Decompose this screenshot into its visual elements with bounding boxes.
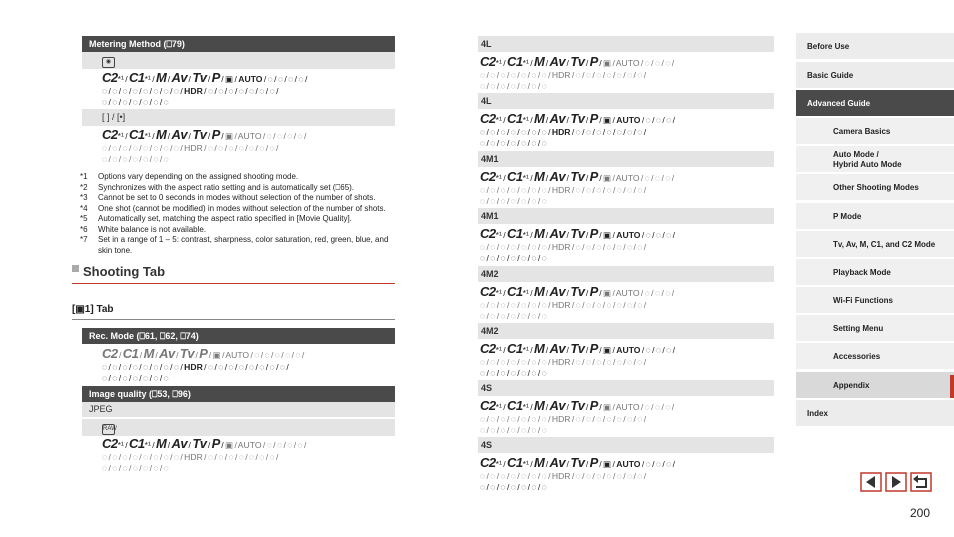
quality-modes-4: C2*¹ / C1*¹ / M / Av / Tv / P / ▣ / AUTO / ◌ / ◌ / ◌ / ◌ / ◌ / ◌ / ◌ / ◌ / ◌ / ◌ / HDR / ◌ / ◌ / ◌ / ◌ / ◌ / ◌ / ◌ / ◌ / ◌ / ◌ / ◌ / ◌ / ◌ / ◌ [480, 226, 676, 264]
metering-evaluative-row [82, 52, 395, 69]
nav-camera-basics[interactable]: Camera Basics [796, 118, 954, 145]
quality-row-2: 4L [478, 93, 774, 109]
modes-block-raw: C2*¹ / C1*¹ / M / Av / Tv / P / ▣ / AUTO / ◌ / ◌ / ◌ / ◌ / ◌ / ◌ / ◌ / ◌ / ◌ / ◌ / ◌ / ◌ / HDR / ◌ / ◌ / ◌ / ◌ / ◌ / ◌ / ◌ / ◌ / ◌ / ◌ / ◌ / ◌ / ◌ / ◌ [102, 436, 307, 474]
nav-appendix[interactable]: Appendix [796, 372, 954, 399]
page-number: 200 [910, 506, 931, 520]
nav-playback-mode[interactable]: Playback Mode [796, 259, 954, 286]
raw-icon: RAW [102, 424, 115, 435]
nav-basic-guide[interactable]: Basic Guide [796, 62, 954, 89]
modes-block-2: C2*¹ / C1*¹ / M / Av / Tv / P / ▣ / AUTO / ◌ / ◌ / ◌ / ◌ / ◌ / ◌ / ◌ / ◌ / ◌ / ◌ / ◌ / ◌ / HDR / ◌ / ◌ / ◌ / ◌ / ◌ / ◌ / ◌ / ◌ / ◌ / ◌ / ◌ / ◌ / ◌ / ◌ [102, 127, 307, 165]
section-marker-icon [72, 265, 79, 272]
footnote-7: *7 Set in a range of 1 – 5: contrast, sharpness, color saturation, red, green, blue, and skin tone. [80, 235, 389, 255]
nav-before-use[interactable]: Before Use [796, 33, 954, 60]
section-heading [72, 263, 395, 284]
quality-row-5: 4M2 [478, 266, 774, 282]
quality-row-7: 4S [478, 380, 774, 396]
quality-row-8: 4S [478, 437, 774, 453]
footnote-6: *6 White balance is not available. [80, 224, 207, 234]
nav-other-shooting-modes[interactable]: Other Shooting Modes [796, 174, 954, 201]
active-section-marker [950, 375, 954, 398]
shooting-tab-label: [▣1] Tab [72, 304, 395, 320]
quality-modes-1: C2*¹ / C1*¹ / M / Av / Tv / P / ▣ / AUTO / ◌ / ◌ / ◌ / ◌ / ◌ / ◌ / ◌ / ◌ / ◌ / ◌ / HDR / ◌ / ◌ / ◌ / ◌ / ◌ / ◌ / ◌ / ◌ / ◌ / ◌ / ◌ / ◌ / ◌ / ◌ [480, 54, 675, 92]
nav-auto-mode-line1: Auto Mode / [833, 150, 879, 160]
image-quality-header: Image quality (⎕53, ⎕96) [82, 386, 395, 402]
nav-auto-mode-line2: Hybrid Auto Mode [833, 159, 902, 169]
next-page-icon[interactable] [885, 472, 907, 492]
quality-row-4: 4M1 [478, 208, 774, 224]
evaluative-metering-icon: ◉ [102, 57, 115, 68]
footnote-5: *5 Automatically set, matching the aspect ratio specified in [Movie Quality]. [80, 214, 352, 223]
rec-mode-header: Rec. Mode (⎕61, ⎕62, ⎕74) [82, 328, 395, 344]
return-icon[interactable] [910, 472, 932, 492]
nav-setting-menu[interactable]: Setting Menu [796, 315, 954, 342]
quality-modes-2: C2*¹ / C1*¹ / M / Av / Tv / P / ▣ / AUTO / ◌ / ◌ / ◌ / ◌ / ◌ / ◌ / ◌ / ◌ / ◌ / ◌ / HDR / ◌ / ◌ / ◌ / ◌ / ◌ / ◌ / ◌ / ◌ / ◌ / ◌ / ◌ / ◌ / ◌ / ◌ [480, 111, 676, 149]
nav-advanced-guide[interactable]: Advanced Guide [796, 90, 954, 117]
nav-tv-av-m-mode[interactable]: Tv, Av, M, C1, and C2 Mode [796, 231, 954, 258]
jpeg-row: JPEG [82, 402, 395, 417]
section-title: Shooting Tab [83, 264, 166, 279]
modes-block-1: C2*¹ / C1*¹ / M / Av / Tv / P / ▣ / AUTO / ◌ / ◌ / ◌ / ◌ / ◌ / ◌ / ◌ / ◌ / ◌ / ◌ / ◌ / ◌ / HDR / ◌ / ◌ / ◌ / ◌ / ◌ / ◌ / ◌ / ◌ / ◌ / ◌ / ◌ / ◌ / ◌ / ◌ [102, 70, 308, 108]
footnote-3: *3 Cannot be set to 0 seconds in modes without selection of the number of shots. [80, 193, 376, 202]
nav-index[interactable]: Index [796, 400, 954, 427]
quality-row-3: 4M1 [478, 151, 774, 167]
nav-accessories[interactable]: Accessories [796, 343, 954, 370]
footnote-4: *4 One shot (cannot be modified) in modes without selection of the number of shots. [80, 203, 386, 213]
previous-page-icon[interactable] [860, 472, 882, 492]
modes-block-rec: C2 / C1 / M / Av / Tv / P / ▣ / AUTO / ◌ / ◌ / ◌ / ◌ / ◌ / ◌ / ◌ / ◌ / ◌ / ◌ / ◌ / ◌ / ◌ / HDR / ◌ / ◌ / ◌ / ◌ / ◌ / ◌ / ◌ / ◌ / ◌ / ◌ / ◌ / ◌ / ◌ / ◌ / ◌ [102, 346, 305, 384]
nav-p-mode[interactable]: P Mode [796, 203, 954, 230]
quality-row-1: 4L [478, 36, 774, 52]
quality-modes-3: C2*¹ / C1*¹ / M / Av / Tv / P / ▣ / AUTO / ◌ / ◌ / ◌ / ◌ / ◌ / ◌ / ◌ / ◌ / ◌ / ◌ / HDR / ◌ / ◌ / ◌ / ◌ / ◌ / ◌ / ◌ / ◌ / ◌ / ◌ / ◌ / ◌ / ◌ / ◌ [480, 169, 675, 207]
metering-method-header: Metering Method (⎕79) [82, 36, 395, 52]
footnote-2: *2 Synchronizes with the aspect ratio setting and is automatically set (⎕65). [80, 182, 355, 192]
footnote-1: *1 Options vary depending on the assigned shooting mode. [80, 172, 299, 181]
nav-wifi-functions[interactable]: Wi-Fi Functions [796, 287, 954, 314]
quality-modes-5: C2*¹ / C1*¹ / M / Av / Tv / P / ▣ / AUTO / ◌ / ◌ / ◌ / ◌ / ◌ / ◌ / ◌ / ◌ / ◌ / ◌ / HDR / ◌ / ◌ / ◌ / ◌ / ◌ / ◌ / ◌ / ◌ / ◌ / ◌ / ◌ / ◌ / ◌ / ◌ [480, 284, 675, 322]
quality-row-6: 4M2 [478, 323, 774, 339]
quality-modes-8: C2*¹ / C1*¹ / M / Av / Tv / P / ▣ / AUTO / ◌ / ◌ / ◌ / ◌ / ◌ / ◌ / ◌ / ◌ / ◌ / ◌ / HDR / ◌ / ◌ / ◌ / ◌ / ◌ / ◌ / ◌ / ◌ / ◌ / ◌ / ◌ / ◌ / ◌ / ◌ [480, 455, 676, 493]
footnotes [80, 172, 400, 256]
quality-modes-6: C2*¹ / C1*¹ / M / Av / Tv / P / ▣ / AUTO / ◌ / ◌ / ◌ / ◌ / ◌ / ◌ / ◌ / ◌ / ◌ / ◌ / HDR / ◌ / ◌ / ◌ / ◌ / ◌ / ◌ / ◌ / ◌ / ◌ / ◌ / ◌ / ◌ / ◌ / ◌ [480, 341, 676, 379]
quality-modes-7: C2*¹ / C1*¹ / M / Av / Tv / P / ▣ / AUTO / ◌ / ◌ / ◌ / ◌ / ◌ / ◌ / ◌ / ◌ / ◌ / ◌ / HDR / ◌ / ◌ / ◌ / ◌ / ◌ / ◌ / ◌ / ◌ / ◌ / ◌ / ◌ / ◌ / ◌ / ◌ [480, 398, 675, 436]
metering-center-spot-row: [ ] / [•] [82, 109, 395, 126]
nav-auto-mode[interactable] [796, 146, 954, 173]
raw-row [82, 419, 395, 436]
